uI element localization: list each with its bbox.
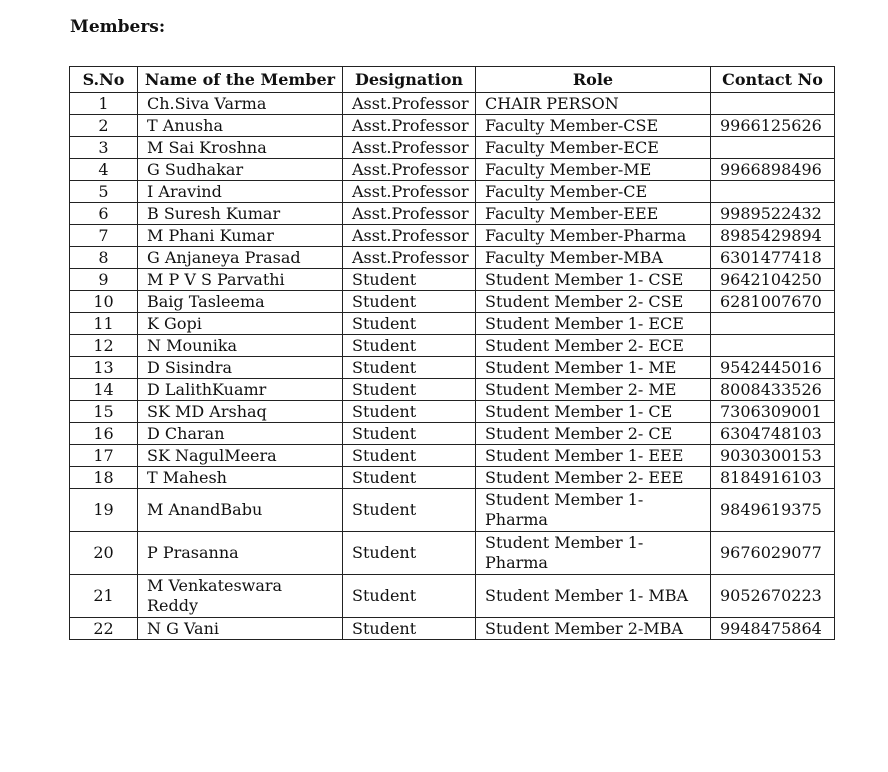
cell-contact: 9966898496 — [711, 159, 835, 181]
cell-contact — [711, 181, 835, 203]
cell-role: Student Member 2-MBA — [476, 618, 711, 640]
cell-name: T Anusha — [138, 115, 343, 137]
table-row — [70, 445, 835, 467]
cell-name: SK NagulMeera — [138, 445, 343, 467]
cell-contact — [711, 137, 835, 159]
cell-designation: Asst.Professor — [343, 115, 476, 137]
column-header-designation: Designation — [343, 67, 476, 93]
table-row — [70, 115, 835, 137]
cell-designation: Asst.Professor — [343, 137, 476, 159]
cell-contact — [711, 93, 835, 115]
cell-sno: 14 — [70, 379, 138, 401]
cell-contact: 9542445016 — [711, 357, 835, 379]
cell-sno: 9 — [70, 269, 138, 291]
table-row — [70, 93, 835, 115]
cell-role: Student Member 2- CSE — [476, 291, 711, 313]
cell-designation: Asst.Professor — [343, 181, 476, 203]
cell-role: Student Member 2- EEE — [476, 467, 711, 489]
cell-designation: Student — [343, 618, 476, 640]
cell-contact: 9030300153 — [711, 445, 835, 467]
cell-role: Faculty Member-CE — [476, 181, 711, 203]
cell-role: Student Member 1- Pharma — [476, 532, 711, 575]
cell-name: N G Vani — [138, 618, 343, 640]
cell-sno: 4 — [70, 159, 138, 181]
table-row — [70, 269, 835, 291]
cell-name: N Mounika — [138, 335, 343, 357]
cell-contact: 8184916103 — [711, 467, 835, 489]
cell-designation: Student — [343, 467, 476, 489]
cell-contact: 8985429894 — [711, 225, 835, 247]
cell-name: K Gopi — [138, 313, 343, 335]
cell-designation: Student — [343, 575, 476, 618]
cell-role: Student Member 1- ME — [476, 357, 711, 379]
cell-sno: 11 — [70, 313, 138, 335]
cell-designation: Asst.Professor — [343, 203, 476, 225]
cell-sno: 10 — [70, 291, 138, 313]
cell-name: T Mahesh — [138, 467, 343, 489]
cell-designation: Asst.Professor — [343, 93, 476, 115]
cell-name: G Sudhakar — [138, 159, 343, 181]
cell-name: D Sisindra — [138, 357, 343, 379]
cell-designation: Student — [343, 291, 476, 313]
table-row — [70, 357, 835, 379]
cell-sno: 5 — [70, 181, 138, 203]
table-body — [70, 93, 835, 640]
cell-role: Student Member 1- MBA — [476, 575, 711, 618]
table-row — [70, 291, 835, 313]
cell-designation: Student — [343, 269, 476, 291]
column-header-role: Role — [476, 67, 711, 93]
cell-contact: 9948475864 — [711, 618, 835, 640]
cell-sno: 13 — [70, 357, 138, 379]
members-table — [69, 66, 835, 640]
cell-contact: 6281007670 — [711, 291, 835, 313]
cell-name: M P V S Parvathi — [138, 269, 343, 291]
table-row — [70, 247, 835, 269]
cell-role: Student Member 1- Pharma — [476, 489, 711, 532]
cell-contact: 9989522432 — [711, 203, 835, 225]
table-row — [70, 379, 835, 401]
cell-sno: 20 — [70, 532, 138, 575]
cell-role: Student Member 1- EEE — [476, 445, 711, 467]
cell-contact: 6301477418 — [711, 247, 835, 269]
column-header-sno: S.No — [70, 67, 138, 93]
cell-contact — [711, 313, 835, 335]
cell-name: M Sai Kroshna — [138, 137, 343, 159]
table-row — [70, 225, 835, 247]
cell-role: Faculty Member-ECE — [476, 137, 711, 159]
cell-name: I Aravind — [138, 181, 343, 203]
cell-contact: 9966125626 — [711, 115, 835, 137]
cell-name: M AnandBabu — [138, 489, 343, 532]
table-row — [70, 313, 835, 335]
cell-sno: 2 — [70, 115, 138, 137]
cell-sno: 19 — [70, 489, 138, 532]
cell-contact — [711, 335, 835, 357]
table-row — [70, 137, 835, 159]
cell-name: M Venkateswara Reddy — [138, 575, 343, 618]
cell-contact: 8008433526 — [711, 379, 835, 401]
cell-name: G Anjaneya Prasad — [138, 247, 343, 269]
table-row — [70, 618, 835, 640]
cell-designation: Asst.Professor — [343, 247, 476, 269]
cell-sno: 7 — [70, 225, 138, 247]
cell-designation: Student — [343, 335, 476, 357]
table-row — [70, 335, 835, 357]
cell-sno: 22 — [70, 618, 138, 640]
table-row — [70, 467, 835, 489]
cell-contact: 9052670223 — [711, 575, 835, 618]
cell-designation: Student — [343, 532, 476, 575]
table-row — [70, 575, 835, 618]
cell-sno: 12 — [70, 335, 138, 357]
cell-name: D Charan — [138, 423, 343, 445]
column-header-contact: Contact No — [711, 67, 835, 93]
cell-designation: Student — [343, 423, 476, 445]
cell-role: Student Member 2- ECE — [476, 335, 711, 357]
cell-role: Faculty Member-MBA — [476, 247, 711, 269]
cell-contact: 7306309001 — [711, 401, 835, 423]
cell-role: Student Member 2- CE — [476, 423, 711, 445]
cell-sno: 16 — [70, 423, 138, 445]
column-header-name: Name of the Member — [138, 67, 343, 93]
table-row — [70, 203, 835, 225]
cell-role: Faculty Member-EEE — [476, 203, 711, 225]
cell-name: M Phani Kumar — [138, 225, 343, 247]
table-row — [70, 532, 835, 575]
cell-name: P Prasanna — [138, 532, 343, 575]
cell-contact: 9676029077 — [711, 532, 835, 575]
cell-name: D LalithKuamr — [138, 379, 343, 401]
cell-contact: 6304748103 — [711, 423, 835, 445]
cell-name: B Suresh Kumar — [138, 203, 343, 225]
cell-sno: 18 — [70, 467, 138, 489]
cell-role: Faculty Member-Pharma — [476, 225, 711, 247]
cell-role: Faculty Member-ME — [476, 159, 711, 181]
cell-name: Ch.Siva Varma — [138, 93, 343, 115]
cell-designation: Student — [343, 357, 476, 379]
cell-designation: Student — [343, 401, 476, 423]
table-header-row — [70, 67, 835, 93]
cell-role: Faculty Member-CSE — [476, 115, 711, 137]
cell-contact: 9849619375 — [711, 489, 835, 532]
table-row — [70, 423, 835, 445]
cell-sno: 21 — [70, 575, 138, 618]
cell-sno: 8 — [70, 247, 138, 269]
cell-designation: Student — [343, 313, 476, 335]
cell-name: Baig Tasleema — [138, 291, 343, 313]
cell-role: CHAIR PERSON — [476, 93, 711, 115]
cell-designation: Student — [343, 379, 476, 401]
cell-role: Student Member 2- ME — [476, 379, 711, 401]
cell-sno: 17 — [70, 445, 138, 467]
table-row — [70, 489, 835, 532]
cell-sno: 15 — [70, 401, 138, 423]
section-heading: Members: — [70, 17, 166, 37]
cell-sno: 3 — [70, 137, 138, 159]
cell-sno: 6 — [70, 203, 138, 225]
cell-contact: 9642104250 — [711, 269, 835, 291]
cell-designation: Student — [343, 445, 476, 467]
table-row — [70, 181, 835, 203]
cell-sno: 1 — [70, 93, 138, 115]
cell-name: SK MD Arshaq — [138, 401, 343, 423]
cell-designation: Student — [343, 489, 476, 532]
cell-role: Student Member 1- CE — [476, 401, 711, 423]
cell-role: Student Member 1- ECE — [476, 313, 711, 335]
cell-designation: Asst.Professor — [343, 225, 476, 247]
cell-role: Student Member 1- CSE — [476, 269, 711, 291]
table-row — [70, 401, 835, 423]
table-row — [70, 159, 835, 181]
cell-designation: Asst.Professor — [343, 159, 476, 181]
